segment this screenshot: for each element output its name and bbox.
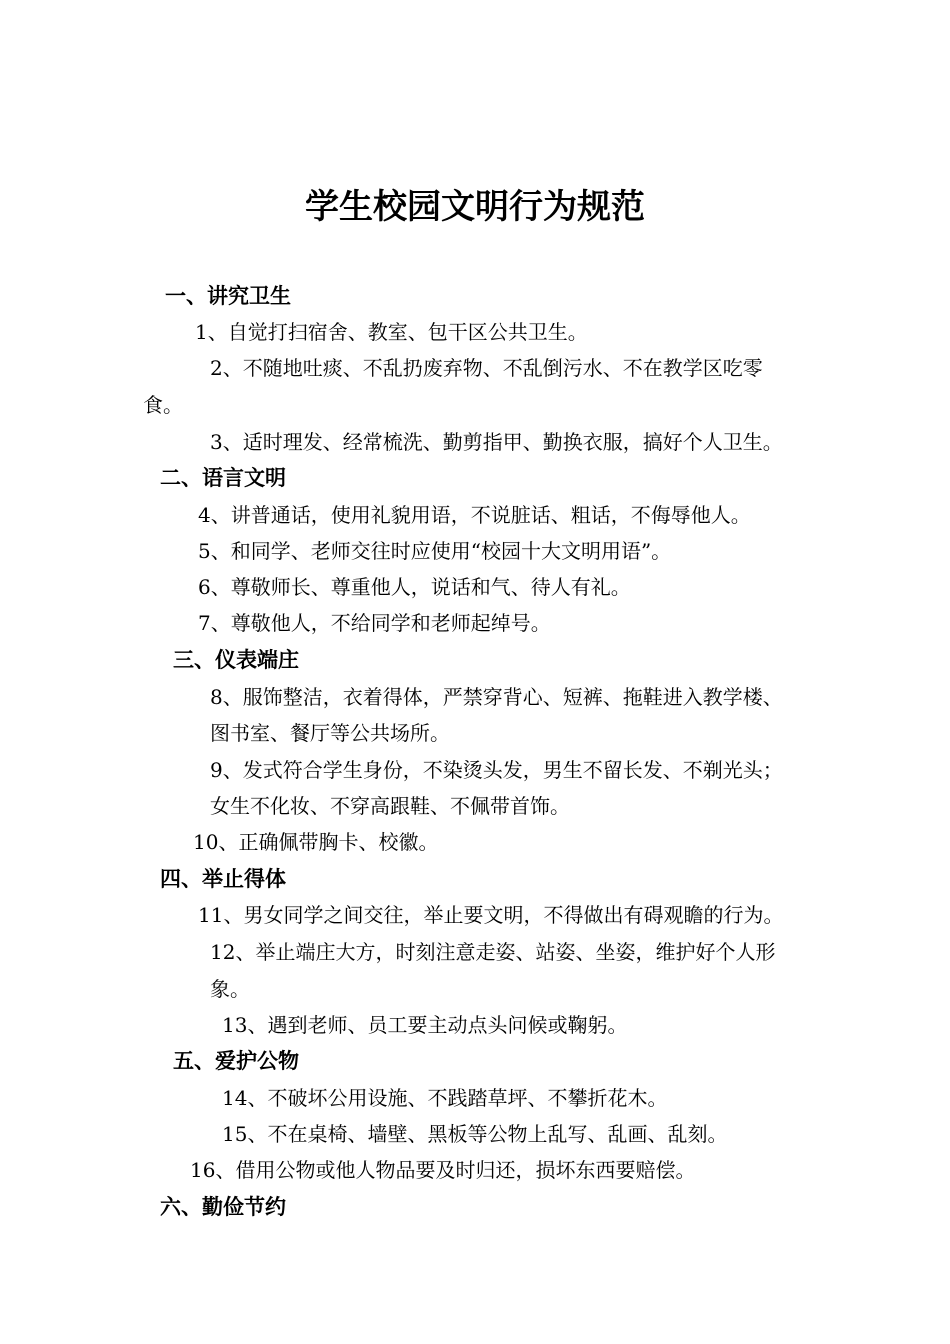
rule-item-1: 1、自觉打扫宿舍、教室、包干区公共卫生。 bbox=[195, 320, 588, 344]
rule-item-4: 4、讲普通话，使用礼貌用语，不说脏话、粗话，不侮辱他人。 bbox=[198, 503, 751, 527]
rule-item-12: 12、举止端庄大方，时刻注意走姿、站姿、坐姿，维护好个人形 bbox=[210, 940, 776, 964]
rule-item-10: 10、正确佩带胸卡、校徽。 bbox=[193, 830, 439, 854]
section-heading-public-property: 五、爱护公物 bbox=[173, 1049, 299, 1073]
rule-item-13: 13、遇到老师、员工要主动点头问候或鞠躬。 bbox=[222, 1013, 628, 1037]
section-heading-behavior: 四、举止得体 bbox=[160, 867, 286, 891]
rule-item-9: 9、发式符合学生身份，不染烫头发，男生不留长发、不剃光头； bbox=[210, 758, 783, 782]
rule-item-7: 7、尊敬他人，不给同学和老师起绰号。 bbox=[198, 611, 551, 635]
rule-item-6: 6、尊敬师长、尊重他人，说话和气、待人有礼。 bbox=[198, 575, 631, 599]
rule-item-11: 11、男女同学之间交往，举止要文明，不得做出有碍观瞻的行为。 bbox=[198, 903, 784, 927]
rule-item-9-cont: 女生不化妆、不穿高跟鞋、不佩带首饰。 bbox=[210, 794, 570, 818]
rule-item-2-cont: 食。 bbox=[143, 393, 183, 417]
rule-item-15: 15、不在桌椅、墙壁、黑板等公物上乱写、乱画、乱刻。 bbox=[222, 1122, 728, 1146]
rule-item-5: 5、和同学、老师交往时应使用“校园十大文明用语”。 bbox=[198, 539, 672, 563]
rule-item-12-cont: 象。 bbox=[210, 977, 250, 1001]
rule-item-16: 16、借用公物或他人物品要及时归还，损坏东西要赔偿。 bbox=[190, 1158, 696, 1182]
section-heading-hygiene: 一、讲究卫生 bbox=[165, 284, 291, 308]
rule-item-8: 8、服饰整洁，衣着得体，严禁穿背心、短裤、拖鞋进入教学楼、 bbox=[210, 685, 783, 709]
rule-item-2: 2、不随地吐痰、不乱扔废弃物、不乱倒污水、不在教学区吃零 bbox=[210, 356, 763, 380]
rule-item-14: 14、不破坏公用设施、不践踏草坪、不攀折花木。 bbox=[222, 1086, 668, 1110]
document-title: 学生校园文明行为规范 bbox=[305, 187, 645, 227]
rule-item-3: 3、适时理发、经常梳洗、勤剪指甲、勤换衣服，搞好个人卫生。 bbox=[210, 430, 783, 454]
section-heading-language: 二、语言文明 bbox=[160, 466, 286, 490]
section-heading-appearance: 三、仪表端庄 bbox=[173, 648, 299, 672]
rule-item-8-cont: 图书室、餐厅等公共场所。 bbox=[210, 721, 450, 745]
section-heading-thrift: 六、勤俭节约 bbox=[160, 1195, 286, 1219]
